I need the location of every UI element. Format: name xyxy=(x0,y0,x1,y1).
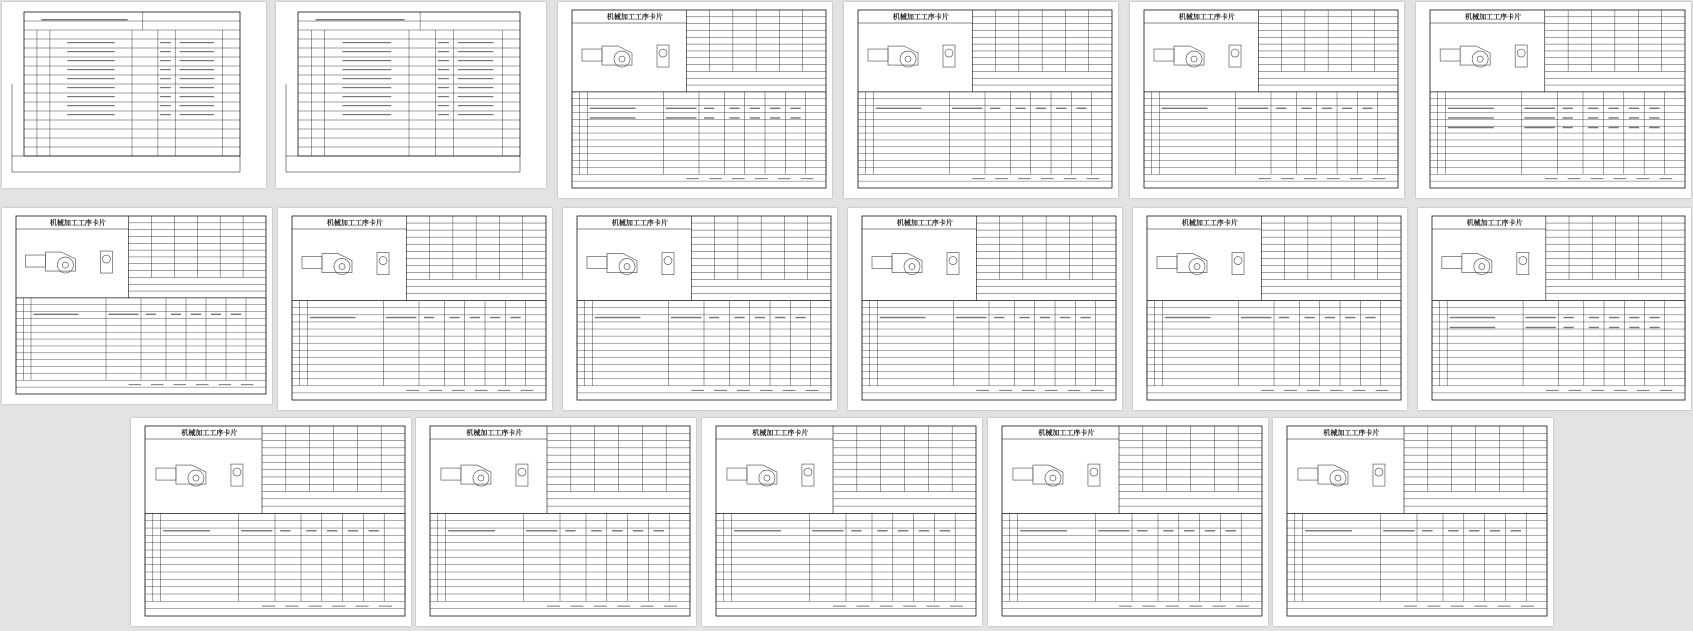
page-11 xyxy=(1133,208,1407,410)
page-8 xyxy=(278,208,552,410)
page-16 xyxy=(988,418,1268,626)
card-title: 机械加工工序卡片 xyxy=(49,219,106,227)
card-title: 机械加工工序卡片 xyxy=(892,13,949,21)
card-title: 机械加工工序卡片 xyxy=(1323,429,1380,437)
page-5 xyxy=(1130,2,1404,198)
page-17 xyxy=(1273,418,1553,626)
page-9 xyxy=(563,208,837,410)
card-title: 机械加工工序卡片 xyxy=(466,429,523,437)
card-title: 机械加工工序卡片 xyxy=(1466,219,1523,227)
page-6 xyxy=(1416,2,1691,198)
page-13 xyxy=(131,418,411,626)
page-4 xyxy=(844,2,1118,198)
page-10 xyxy=(848,208,1122,410)
page-1 xyxy=(2,2,266,188)
card-title: 机械加工工序卡片 xyxy=(181,429,238,437)
page-3 xyxy=(558,2,832,198)
card-title: 机械加工工序卡片 xyxy=(1181,219,1238,227)
page-7 xyxy=(2,208,272,404)
card-title: 机械加工工序卡片 xyxy=(611,219,668,227)
card-title: 机械加工工序卡片 xyxy=(326,219,383,227)
card-title: 机械加工工序卡片 xyxy=(1465,13,1522,21)
page-12 xyxy=(1418,208,1691,410)
page-15 xyxy=(702,418,982,626)
card-title: 机械加工工序卡片 xyxy=(1038,429,1095,437)
page-14 xyxy=(416,418,696,626)
card-title: 机械加工工序卡片 xyxy=(606,13,663,21)
card-title: 机械加工工序卡片 xyxy=(896,219,953,227)
page-2 xyxy=(276,2,546,188)
card-title: 机械加工工序卡片 xyxy=(1178,13,1235,21)
card-title: 机械加工工序卡片 xyxy=(752,429,809,437)
